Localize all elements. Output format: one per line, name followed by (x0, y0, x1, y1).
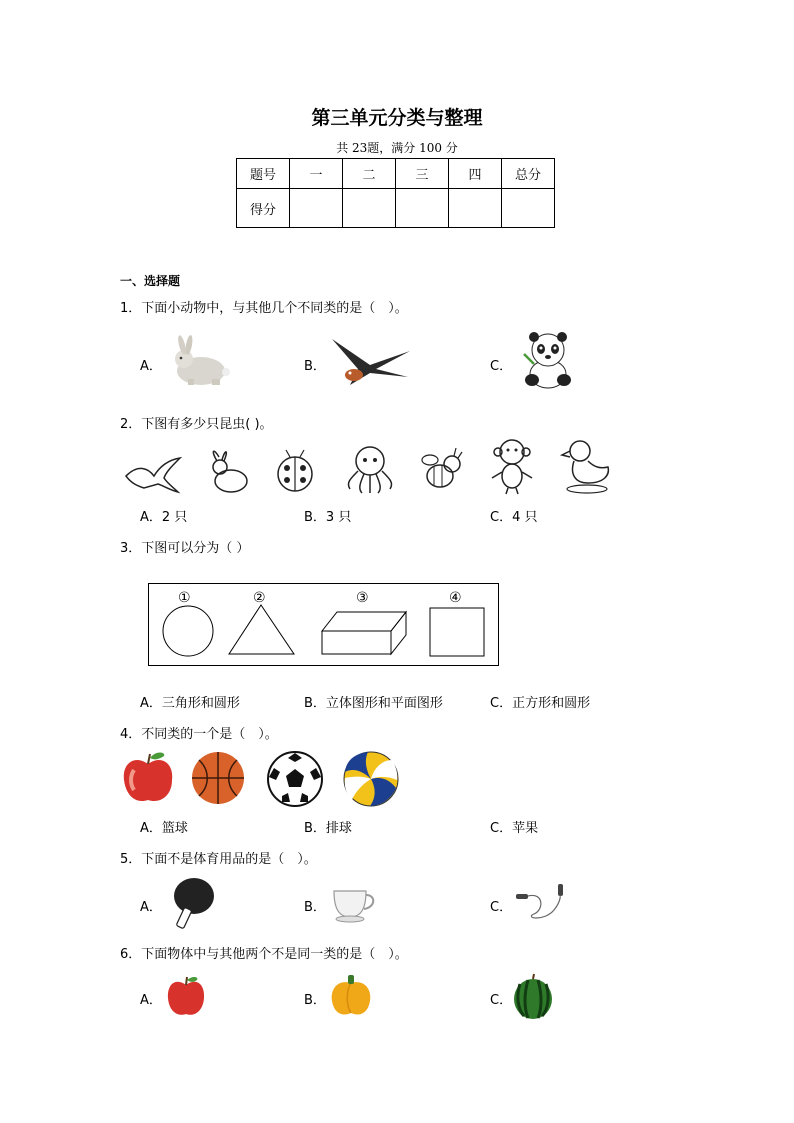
shapes-figure (148, 583, 500, 667)
figure-label-1: ① (178, 590, 191, 606)
ping-pong-paddle-icon (170, 876, 216, 932)
question-3-option-c[interactable]: C．正方形和圆形 (490, 696, 591, 711)
score-table-header-cell: 总分 (502, 159, 555, 189)
question-5-option-b[interactable]: B． (304, 900, 326, 915)
bell-pepper-icon (328, 975, 374, 1019)
score-cell[interactable] (396, 189, 449, 228)
question-1-option-c[interactable]: C． (490, 359, 513, 374)
score-table-header-cell: 一 (290, 159, 343, 189)
score-cell[interactable] (290, 189, 343, 228)
score-table-header-cell: 二 (343, 159, 396, 189)
score-table-header-cell: 三 (396, 159, 449, 189)
question-2-stem: 2．下图有多少只昆虫( )。 (120, 417, 273, 432)
question-2-option-c[interactable]: C．4 只 (490, 510, 538, 525)
octopus-icon (342, 443, 398, 495)
page-title: 第三单元分类与整理 (311, 107, 483, 129)
apple-icon (120, 750, 176, 806)
panda-icon (520, 330, 576, 390)
rabbit-icon (168, 335, 234, 387)
question-4-option-a[interactable]: A．篮球 (140, 821, 188, 836)
apple-small-icon (165, 975, 207, 1019)
cup-icon (330, 887, 380, 923)
watermelon-icon (512, 974, 554, 1020)
question-3-option-b[interactable]: B．立体图形和平面图形 (304, 696, 443, 711)
score-cell[interactable] (449, 189, 502, 228)
question-5-option-c[interactable]: C． (490, 900, 513, 915)
score-cell[interactable] (343, 189, 396, 228)
figure-label-3: ③ (356, 590, 369, 606)
question-3-stem: 3．下图可以分为（ ） (120, 541, 250, 556)
question-1-option-b[interactable]: B． (304, 359, 326, 374)
basketball-icon (190, 750, 246, 806)
jump-rope-icon (514, 880, 570, 924)
figure-label-2: ② (253, 590, 266, 606)
question-3-option-a[interactable]: A．三角形和圆形 (140, 696, 240, 711)
section-title: 一、选择题 (120, 274, 181, 288)
question-4-option-b[interactable]: B．排球 (304, 821, 352, 836)
question-5-stem: 5．下面不是体育用品的是（ ）。 (120, 852, 317, 867)
score-table-header-cell: 四 (449, 159, 502, 189)
swallow-icon (330, 333, 412, 389)
question-6-option-c[interactable]: C． (490, 993, 513, 1008)
ladybug-icon (272, 448, 318, 494)
question-5-option-a[interactable]: A． (140, 900, 162, 915)
score-row-label: 得分 (237, 189, 290, 228)
volleyball-icon (342, 750, 400, 808)
question-4-stem: 4．不同类的一个是（ ）。 (120, 727, 278, 742)
figure-label-4: ④ (449, 590, 462, 606)
score-table-header-cell: 题号 (237, 159, 290, 189)
duck-icon (560, 437, 614, 495)
monkey-icon (488, 436, 536, 496)
rabbit-outline-icon (205, 447, 251, 495)
score-cell[interactable] (502, 189, 555, 228)
question-6-option-a[interactable]: A． (140, 993, 162, 1008)
question-2-option-a[interactable]: A．2 只 (140, 510, 188, 525)
bee-icon (416, 446, 466, 494)
question-1-stem: 1．下面小动物中，与其他几个不同类的是（ ）。 (120, 301, 408, 316)
question-1-option-a[interactable]: A． (140, 359, 162, 374)
question-6-option-b[interactable]: B． (304, 993, 326, 1008)
soccer-ball-icon (266, 750, 324, 808)
score-table (236, 158, 555, 228)
bird-icon (124, 454, 182, 494)
page-subtitle: 共 23题，满分 100 分 (336, 141, 458, 155)
question-4-option-c[interactable]: C．苹果 (490, 821, 539, 836)
question-2-option-b[interactable]: B．3 只 (304, 510, 352, 525)
question-6-stem: 6．下面物体中与其他两个不是同一类的是（ ）。 (120, 947, 408, 962)
